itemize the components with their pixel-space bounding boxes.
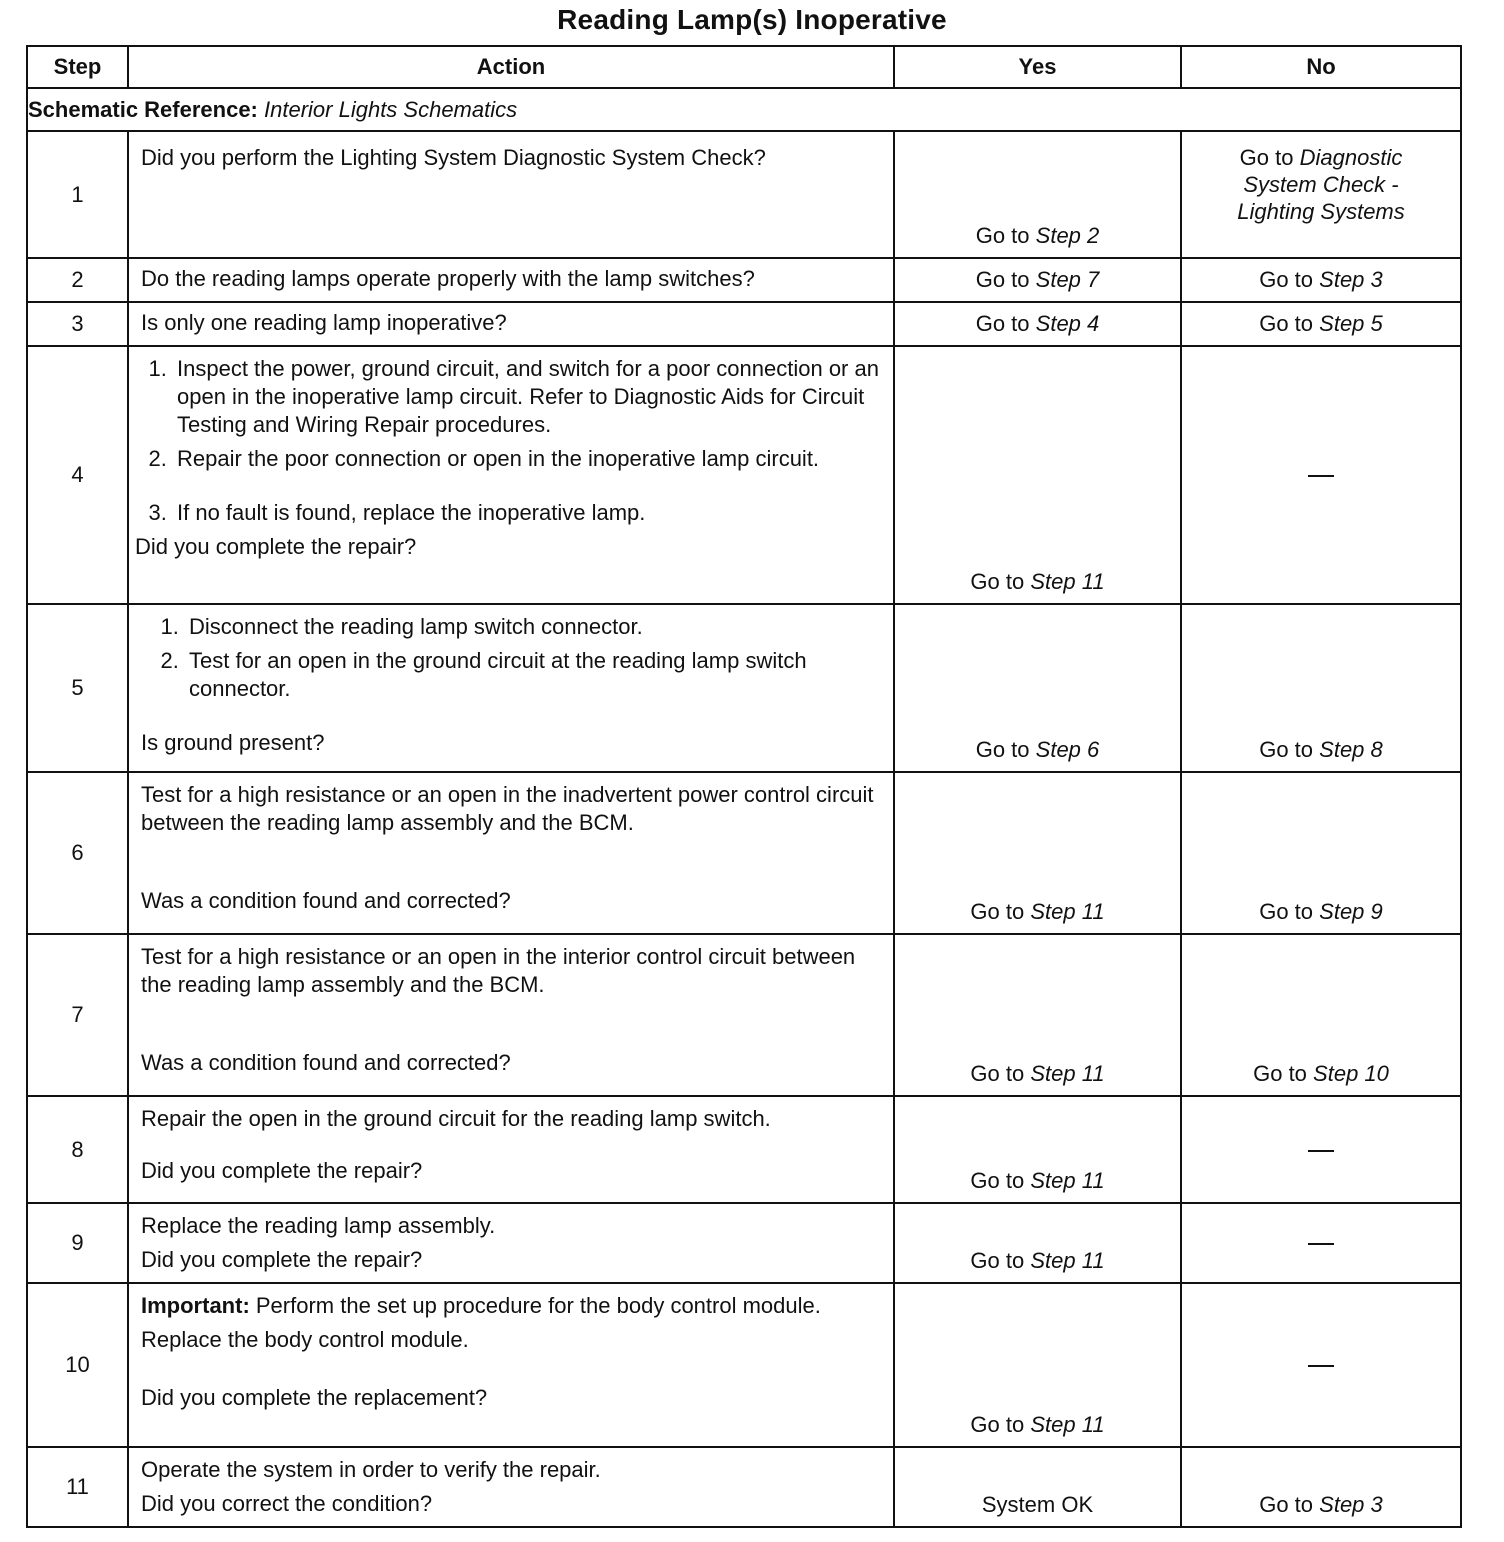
yes-cell: Go to Step 7 [894, 258, 1181, 302]
step-number: 11 [27, 1447, 128, 1527]
step-number: 4 [27, 346, 128, 604]
question: Was a condition found and corrected? [141, 888, 511, 913]
question: Did you complete the repair? [135, 534, 417, 559]
no-cell [1181, 1203, 1461, 1283]
header-no: No [1181, 46, 1461, 88]
question: Did you complete the repair? [141, 1247, 423, 1272]
step-number: 2 [27, 258, 128, 302]
list-item: 1. Disconnect the reading lamp switch connector. [185, 613, 883, 641]
step-number: 7 [27, 934, 128, 1096]
table-row-step-5 [27, 604, 1461, 772]
header-row [27, 46, 1461, 88]
action-cell [128, 604, 894, 772]
question: Did you complete the repair? [141, 1158, 423, 1183]
header-yes: Yes [894, 46, 1181, 88]
no-cell: Go to Step 8 [1181, 604, 1461, 772]
table-row-step-4 [27, 346, 1461, 604]
schematic-reference-link[interactable]: Interior Lights Schematics [264, 96, 518, 122]
not-applicable-dash [1308, 1150, 1334, 1152]
yes-cell: Go to Step 11 [894, 1096, 1181, 1203]
yes-cell: Go to Step 11 [894, 346, 1181, 604]
step-link[interactable]: Step 10 [1313, 1061, 1389, 1086]
schematic-reference [27, 88, 1461, 131]
table-row-step-8 [27, 1096, 1461, 1203]
step-link[interactable]: Step 7 [1035, 267, 1100, 292]
schematic-reference-label: Schematic Reference: [28, 96, 258, 122]
action-cell [128, 1096, 894, 1203]
step-link[interactable]: Step 4 [1035, 311, 1100, 336]
step-number: 5 [27, 604, 128, 772]
table-row-step-10 [27, 1283, 1461, 1447]
not-applicable-dash [1308, 1243, 1334, 1245]
step-link[interactable]: Step 6 [1035, 737, 1100, 762]
page-title: Reading Lamp(s) Inoperative [557, 4, 947, 35]
diagnostic-link-2[interactable]: System Check - [1243, 172, 1399, 197]
list-item: 1. Inspect the power, ground circuit, and switch for a poor connection or an open in the inoperative lamp circuit. Refer to Diagnostic Aids for Circuit Testing and Wiring Repair procedures. [173, 355, 883, 439]
action-cell [128, 346, 894, 604]
list-item: 3. If no fault is found, replace the inoperative lamp. [173, 499, 883, 527]
header-step: Step [27, 46, 128, 88]
no-cell: Go to Diagnostic System Check - Lighting Systems [1181, 131, 1461, 258]
action-steps-list [141, 613, 883, 703]
list-item: 2. Test for an open in the ground circuit at the reading lamp switch connector. [185, 647, 883, 703]
action-text: Replace the reading lamp assembly. [141, 1213, 496, 1238]
step-link[interactable]: Step 5 [1319, 311, 1383, 336]
yes-cell: Go to Step 4 [894, 302, 1181, 346]
action-text: Repair the open in the ground circuit for the reading lamp switch. [141, 1106, 771, 1131]
action-cell [128, 258, 894, 302]
action-text: Test for a high resistance or an open in the interior control circuit between the reading lamp assembly and the BCM. [141, 944, 856, 997]
step-number: 10 [27, 1283, 128, 1447]
table-row-step-9 [27, 1203, 1461, 1283]
no-cell [1181, 1283, 1461, 1447]
table-row-step-6 [27, 772, 1461, 934]
yes-cell [894, 1447, 1181, 1527]
question: Is only one reading lamp inoperative? [141, 310, 507, 335]
step-link[interactable]: Step 9 [1319, 899, 1383, 924]
schematic-reference-row [27, 88, 1461, 131]
diagnostic-table [26, 45, 1462, 1528]
no-cell [1181, 1096, 1461, 1203]
question: Did you correct the condition? [141, 1491, 433, 1516]
diagnostic-link-3[interactable]: Lighting Systems [1237, 199, 1405, 224]
step-link[interactable]: Step 11 [1030, 1061, 1105, 1086]
step-number: 3 [27, 302, 128, 346]
important-text: Perform the set up procedure for the body control module. [249, 1293, 821, 1318]
step-number: 9 [27, 1203, 128, 1283]
header-action: Action [128, 46, 894, 88]
action-cell [128, 1283, 894, 1447]
no-cell: Go to Step 3 [1181, 258, 1461, 302]
not-applicable-dash [1308, 1365, 1334, 1367]
yes-cell: Go to Step 11 [894, 934, 1181, 1096]
action-text: Replace the body control module. [141, 1327, 469, 1352]
yes-cell: Go to Step 6 [894, 604, 1181, 772]
important-label: Important: [141, 1293, 250, 1318]
step-link[interactable]: Step 11 [1030, 1248, 1105, 1273]
action-cell [128, 302, 894, 346]
action-cell [128, 1447, 894, 1527]
table-row-step-2 [27, 258, 1461, 302]
no-cell: Go to Step 5 [1181, 302, 1461, 346]
action-steps-list [135, 355, 883, 527]
step-link[interactable]: Step 3 [1319, 1492, 1383, 1517]
yes-cell: Go to Step 11 [894, 1283, 1181, 1447]
step-link[interactable]: Step 11 [1030, 1168, 1105, 1193]
no-cell: Go to Step 3 [1181, 1447, 1461, 1527]
important-note [141, 1292, 883, 1320]
table-row-step-7 [27, 934, 1461, 1096]
table-row-step-1 [27, 131, 1461, 258]
no-cell: Go to Step 9 [1181, 772, 1461, 934]
question: Did you perform the Lighting System Diagnostic System Check? [141, 145, 766, 170]
step-link[interactable]: Step 11 [1030, 1412, 1105, 1437]
list-item: 2. Repair the poor connection or open in the inoperative lamp circuit. [173, 445, 883, 473]
action-cell [128, 1203, 894, 1283]
step-number: 6 [27, 772, 128, 934]
yes-cell: Go to Step 11 [894, 772, 1181, 934]
yes-cell: Go to Step 2 [894, 131, 1181, 258]
step-link[interactable]: Step 8 [1319, 737, 1383, 762]
yes-cell: Go to Step 11 [894, 1203, 1181, 1283]
step-link[interactable]: Step 2 [1035, 223, 1100, 248]
step-link[interactable]: Step 3 [1319, 267, 1383, 292]
question: Do the reading lamps operate properly with the lamp switches? [141, 266, 755, 291]
step-link[interactable]: Step 11 [1030, 569, 1105, 594]
action-text: Test for a high resistance or an open in the inadvertent power control circuit between the reading lamp assembly and the BCM. [141, 782, 874, 835]
table-row-step-11 [27, 1447, 1461, 1527]
step-link[interactable]: Step 11 [1030, 899, 1105, 924]
question: Did you complete the replacement? [141, 1385, 488, 1410]
action-text: Operate the system in order to verify the repair. [141, 1457, 601, 1482]
no-cell [1181, 346, 1461, 604]
question: Was a condition found and corrected? [141, 1050, 511, 1075]
system-ok-text: System OK [981, 1492, 1094, 1517]
diagnostic-link[interactable]: Diagnostic [1299, 145, 1403, 170]
step-number: 8 [27, 1096, 128, 1203]
action-cell [128, 131, 894, 258]
no-cell: Go to Step 10 [1181, 934, 1461, 1096]
action-cell [128, 772, 894, 934]
table-row-step-3 [27, 302, 1461, 346]
step-number: 1 [27, 131, 128, 258]
not-applicable-dash [1308, 475, 1334, 477]
question: Is ground present? [141, 730, 325, 755]
action-cell [128, 934, 894, 1096]
